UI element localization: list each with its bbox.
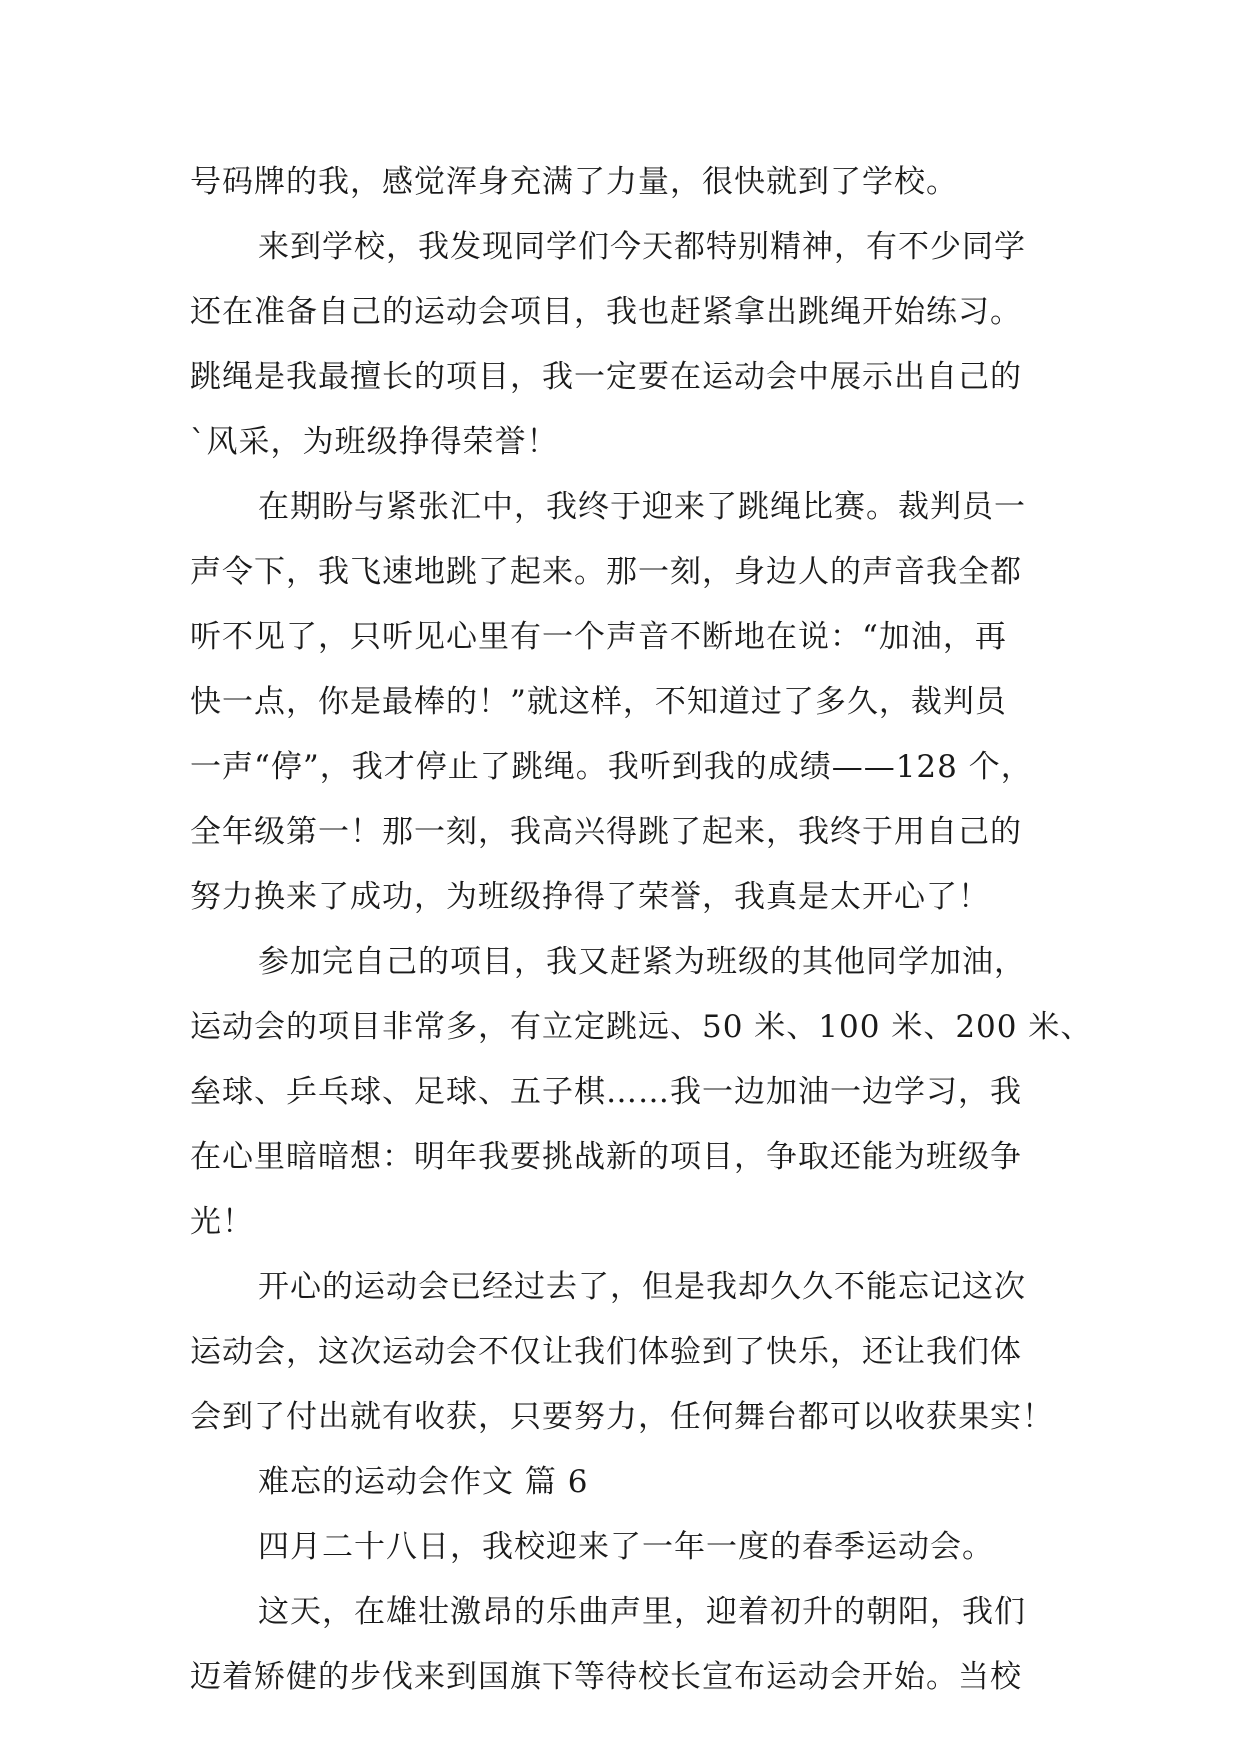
text-line: 在心里暗暗想：明年我要挑战新的项目，争取还能为班级争 [190,1139,1022,1175]
text-line: 这天，在雄壮激昂的乐曲声里，迎着初升的朝阳，我们 [258,1594,1026,1630]
text-line: 一声“停”，我才停止了跳绳。我听到我的成绩——128 个， [190,749,1033,785]
text-line: 光！ [190,1204,254,1240]
text-line: 参加完自己的项目，我又赶紧为班级的其他同学加油， [258,944,1026,980]
text-line: 还在准备自己的运动会项目，我也赶紧拿出跳绳开始练习。 [190,294,1022,330]
text-line: 快一点，你是最棒的！”就这样，不知道过了多久，裁判员 [190,684,1007,720]
text-line: `风采，为班级挣得荣誉！ [190,424,559,460]
text-line: 开心的运动会已经过去了，但是我却久久不能忘记这次 [258,1269,1026,1305]
text-line: 号码牌的我，感觉浑身充满了力量，很快就到了学校。 [190,164,958,200]
text-line: 运动会的项目非常多，有立定跳远、50 米、100 米、200 米、 [190,1009,1093,1045]
text-line: 四月二十八日，我校迎来了一年一度的春季运动会。 [258,1529,994,1565]
text-line: 会到了付出就有收获，只要努力，任何舞台都可以收获果实！ [190,1399,1054,1435]
text-line: 在期盼与紧张汇中，我终于迎来了跳绳比赛。裁判员一 [258,489,1026,525]
text-line: 听不见了，只听见心里有一个声音不断地在说：“加油，再 [190,619,1007,655]
text-line: 垒球、乒乓球、足球、五子棋……我一边加油一边学习，我 [190,1074,1022,1110]
text-line: 跳绳是我最擅长的项目，我一定要在运动会中展示出自己的 [190,359,1022,395]
text-line: 全年级第一！那一刻，我高兴得跳了起来，我终于用自己的 [190,814,1022,850]
text-line: 来到学校，我发现同学们今天都特别精神，有不少同学 [258,229,1026,265]
text-line: 努力换来了成功，为班级挣得了荣誉，我真是太开心了！ [190,879,990,915]
text-line: 声令下，我飞速地跳了起来。那一刻，身边人的声音我全都 [190,554,1022,590]
text-line: 运动会，这次运动会不仅让我们体验到了快乐，还让我们体 [190,1334,1022,1370]
document-body [190,150,1093,1710]
text-line: 难忘的运动会作文 篇 6 [258,1464,589,1500]
text-line: 迈着矫健的步伐来到国旗下等待校长宣布运动会开始。当校 [190,1659,1022,1695]
